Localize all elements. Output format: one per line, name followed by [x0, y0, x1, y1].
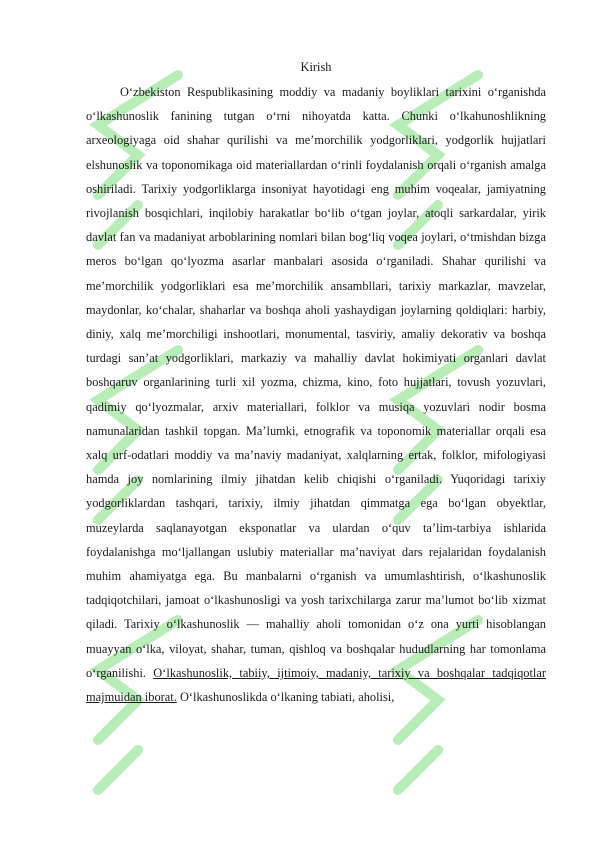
document-body: [86, 58, 546, 709]
paragraph-text: O‘zbekiston Respublikasining moddiy va madaniy boyliklari tarixini o‘rganishda o‘lkashunoslik fanining tutgan o‘rni nihoyatda katta. Chunki o‘lkahunoshlikning arxeologiyaga oid shahar qurilishi va me’morchilik yodgorliklari, yodgorlik hujjatlari elshunoslik va toponomikaga oid materiallardan o‘rinli foydalanish orqali o‘rganish amalga oshiriladi. Tarixiy yodgorliklarga insoniyat hayotidagi eng muhim voqealar, jamiyatning rivojlanish bosqichlari, inqilobiy harakatlar bo‘lib o‘tgan joylar, atoqli sarkardalar, yirik davlat fan va madaniyat arboblarining nomlari bilan bog‘liq voqea joylari, o‘tmishdan bizga meros bo‘lgan qo‘lyozma asarlar manbalari asosida o‘rganiladi. Shahar qurilishi va me’morchilik yodgorliklari esa me’morchilik ansambllari, tarixiy markazlar, mavzelar, maydonlar, ko‘chalar, shaharlar va boshqa aholi yashaydigan joylarning qoldiqlari: harbiy, diniy, xalq me’morchiligi inshootlari, monumental, tasviriy, amaliy dekorativ va boshqa turdagi san’at yodgorliklari, markaziy va mahalliy davlat hokimiyati organlari davlat boshqaruv organlarining turli xil yozma, chizma, kino, foto hujjatlari, tovush yozuvlari, qadimiy qo‘lyozmalar, arxiv materiallari, folklor va musiqa yozuvlari nodir bosma namunalaridan tashkil topgan. Ma’lumki, etnografik va toponomik materiallar orqali esa xalq urf-odatlari moddiy va ma’naviy madaniyat, xalqlarning ertak, folklor, mifologiyasi hamda joy nomlarining ilmiy jihatdan kelib chiqishi o‘rganiladi. Yuqoridagi tarixiy yodgorliklardan tashqari, tarixiy, ilmiy jihatdan qimmatga ega bo‘lgan obyektlar, muzeylarda saqlanayotgan eksponatlar va ulardan o‘quv ta’lim-tarbiya ishlarida foydalanishga mo‘ljallangan uslubiy materiallar ma’naviyat dars rejalaridan foydalanish muhim ahamiyatga ega. Bu manbalarni o‘rganish va umumlashtirish, o‘lkashunoslik tadqiqotchilari, jamoat o‘lkashunosligi va yosh tarixchilarga zarur ma’lumot bo‘lib xizmat qiladi. Tarixiy o‘lkashunoslik — mahalliy aholi tomonidan o‘z ona yurti hisoblangan muayyan o‘lka, viloyat, shahar, tuman, qishloq va boshqalar hududlarning har tomonlama o‘rganilishi.: [86, 85, 546, 680]
document-title: Kirish: [300, 60, 332, 74]
underlined-text: O‘lkashunoslik, tabiiy, ijtimoiy, madaniy, tarixiy va boshqalar tadqiqotlar majmuidan iborat.: [86, 665, 546, 705]
body-paragraph: [86, 80, 546, 709]
paragraph-continuation: O‘lkashunoslikda o‘lkaning tabiati, aholisi,: [179, 690, 395, 705]
